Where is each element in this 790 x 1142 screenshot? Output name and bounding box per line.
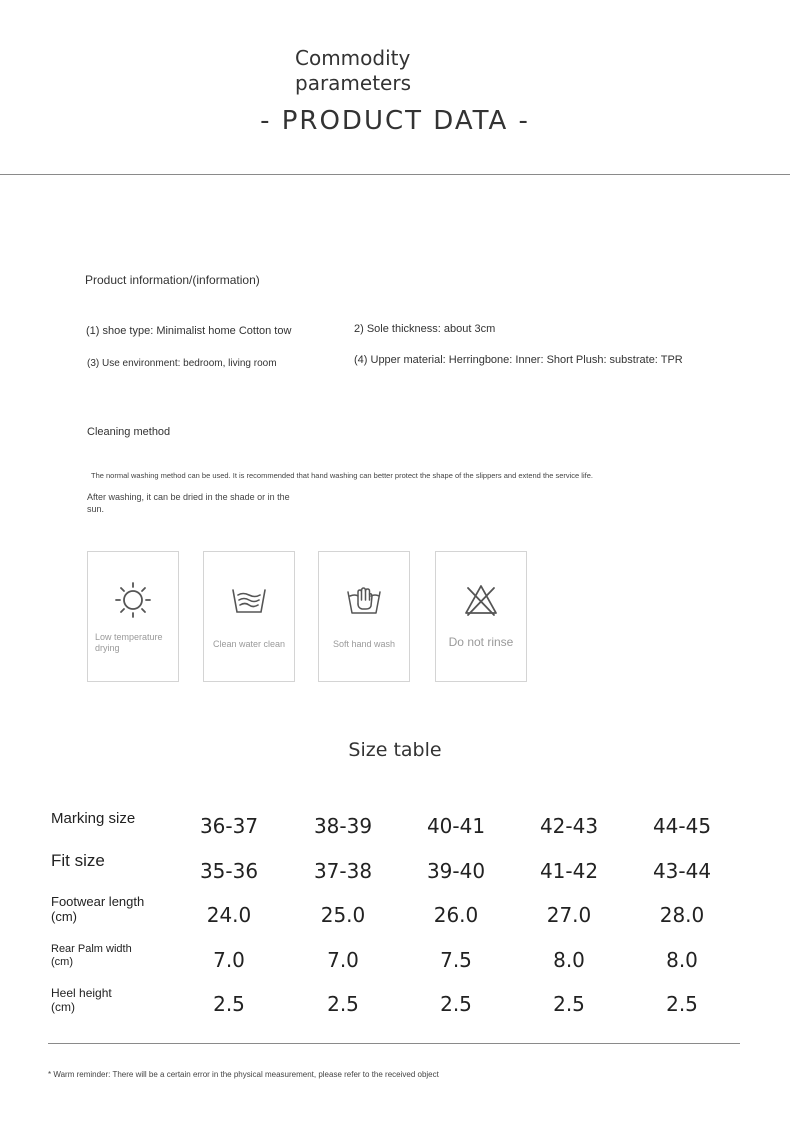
size-cell: 7.0 [213,948,245,972]
size-row-heel-height [0,986,790,1026]
size-row-footwear-length [0,894,790,934]
size-row-marking [0,808,790,848]
size-cell: 42-43 [539,814,599,838]
size-cell: 35-36 [199,859,259,883]
size-cell: 8.0 [666,948,698,972]
care-label: Low temperature drying [95,632,163,653]
sun-icon [113,580,153,620]
product-info-heading: Product information/(information) [85,273,260,287]
size-cell: 43-44 [652,859,712,883]
size-row-rear-palm-width [0,943,790,983]
care-label: Soft hand wash [332,639,396,649]
wash-tub-icon [229,580,269,620]
size-cell: 38-39 [313,814,373,838]
page-title: Commodity parameters [295,46,412,95]
row-label: Fit size [51,851,105,870]
size-cell: 36-37 [199,814,259,838]
size-table-title: Size table [348,739,442,761]
size-cell: 2.5 [553,992,585,1016]
care-card-low-temp-drying [87,551,179,682]
do-not-rinse-icon [461,580,501,620]
size-row-fit [0,851,790,891]
size-cell: 40-41 [426,814,486,838]
size-cell: 2.5 [440,992,472,1016]
size-cell: 44-45 [652,814,712,838]
care-card-clean-water [203,551,295,682]
size-cell: 28.0 [659,903,705,927]
cleaning-note: The normal washing method can be used. It is recommended that hand washing can better protect the shape of the slippers and extend the service life. [91,471,593,480]
product-info-material: (4) Upper material: Herringbone: Inner: Short Plush: substrate: TPR [354,354,683,366]
size-cell: 39-40 [426,859,486,883]
warm-reminder: * Warm reminder: There will be a certain error in the physical measurement, please refer to the received object [48,1070,439,1079]
cleaning-drying-note: After washing, it can be dried in the shade or in the sun. [87,492,290,514]
size-cell: 7.0 [327,948,359,972]
product-info-sole-thickness: 2) Sole thickness: about 3cm [354,323,496,335]
size-cell: 37-38 [313,859,373,883]
product-info-shoe-type: (1) shoe type: Minimalist home Cotton tow [86,325,292,337]
cleaning-heading: Cleaning method [87,426,171,438]
row-label: Footwear length (cm) [51,894,145,924]
size-cell: 26.0 [433,903,479,927]
footer-divider [48,1043,740,1044]
care-card-hand-wash [318,551,410,682]
row-label: Heel height (cm) [51,986,112,1014]
header-divider [0,174,790,175]
care-label: Clean water clean [212,639,286,649]
page-subtitle: - PRODUCT DATA - [260,106,530,136]
row-label: Rear Palm width (cm) [51,943,132,968]
size-cell: 25.0 [320,903,366,927]
care-card-do-not-rinse [435,551,527,682]
size-cell: 27.0 [546,903,592,927]
size-cell: 7.5 [440,948,472,972]
size-cell: 41-42 [539,859,599,883]
size-cell: 8.0 [553,948,585,972]
care-label: Do not rinse [448,635,514,649]
size-cell: 2.5 [327,992,359,1016]
row-label: Marking size [51,810,136,827]
size-cell: 2.5 [213,992,245,1016]
size-cell: 2.5 [666,992,698,1016]
size-cell: 24.0 [206,903,252,927]
product-info-environment: (3) Use environment: bedroom, living room [87,358,277,369]
hand-wash-icon [344,580,384,620]
